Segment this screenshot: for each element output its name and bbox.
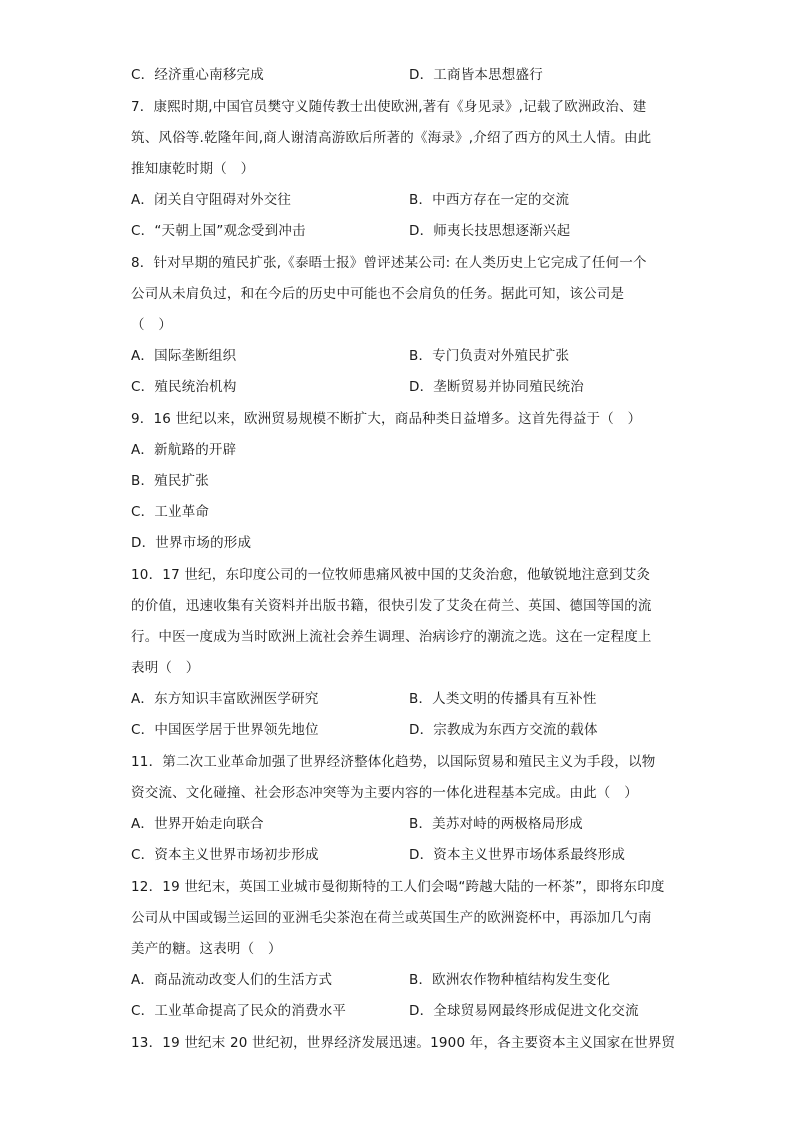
q11-option-b: B．美苏对峙的两极格局形成 — [409, 816, 583, 832]
q9-option-c: C．工业革命 — [131, 504, 210, 520]
q8-option-d: D．垄断贸易并协同殖民统治 — [409, 379, 584, 395]
q11-stem-line-1: 11．第二次工业革命加强了世界经济整体化趋势，以国际贸易和殖民主义为手段，以物 — [131, 754, 656, 770]
q8-option-c: C．殖民统治机构 — [131, 379, 237, 395]
q11-option-c: C．资本主义世界市场初步形成 — [131, 847, 319, 863]
q8-stem-line-1: 8．针对早期的殖民扩张,《泰晤士报》曾评述某公司: 在人类历史上它完成了任何一个 — [131, 255, 647, 271]
q10-stem-line-3: 行。中医一度成为当时欧洲上流社会养生调理、治病诊疗的潮流之选。这在一定程度上 — [131, 629, 652, 645]
q12-option-d: D．全球贸易网最终形成促进文化交流 — [409, 1003, 639, 1019]
q11-option-a: A．世界开始走向联合 — [131, 816, 264, 832]
q11-stem-line-2: 资交流、文化碰撞、社会形态冲突等为主要内容的一体化进程基本完成。由此（ ） — [131, 785, 638, 801]
q8-stem-line-2: 公司从未肩负过，和在今后的历史中可能也不会肩负的任务。据此可知，该公司是 — [131, 286, 625, 302]
q6-option-c: C．经济重心南移完成 — [131, 67, 264, 83]
q7-option-d: D．师夷长技思想逐渐兴起 — [409, 223, 571, 239]
q12-option-b: B．欧洲农作物种植结构发生变化 — [409, 972, 611, 988]
q9-option-a: A．新航路的开辟 — [131, 442, 237, 458]
q10-stem-line-4: 表明（ ） — [131, 660, 200, 676]
q10-stem-line-1: 10．17 世纪，东印度公司的一位牧师患痛风被中国的艾灸治愈，他敏锐地注意到艾灸 — [131, 567, 651, 583]
q7-option-a: A．闭关自守阻碍对外交往 — [131, 192, 292, 208]
q12-stem-line-2: 公司从中国或锡兰运回的亚洲毛尖茶泡在荷兰或英国生产的欧洲瓷杯中，再添加几勺南 — [131, 910, 652, 926]
q9-stem-line-1: 9．16 世纪以来，欧洲贸易规模不断扩大，商品种类日益增多。这首先得益于（ ） — [131, 411, 642, 427]
q7-stem-line-1: 7．康熙时期,中国官员樊守义随传教士出使欧洲,著有《身见录》,记载了欧洲政治、建 — [131, 99, 647, 115]
q7-option-c: C．“天朝上国”观念受到冲击 — [131, 223, 306, 239]
q8-option-b: B．专门负责对外殖民扩张 — [409, 348, 570, 364]
q10-option-a: A．东方知识丰富欧洲医学研究 — [131, 691, 319, 707]
q7-stem-line-2: 筑、风俗等.乾隆年间,商人谢清高游欧后所著的《海录》,介绍了西方的风土人情。由此 — [131, 130, 652, 146]
q10-option-b: B．人类文明的传播具有互补性 — [409, 691, 597, 707]
q10-stem-line-2: 的价值，迅速收集有关资料并出版书籍，很快引发了艾灸在荷兰、英国、德国等国的流 — [131, 598, 652, 614]
q12-stem-line-3: 美产的糖。这表明（ ） — [131, 941, 282, 957]
q12-option-a: A．商品流动改变人们的生活方式 — [131, 972, 333, 988]
q8-option-a: A．国际垄断组织 — [131, 348, 237, 364]
q11-option-d: D．资本主义世界市场体系最终形成 — [409, 847, 626, 863]
q12-option-c: C．工业革命提高了民众的消费水平 — [131, 1003, 347, 1019]
q9-option-d: D．世界市场的形成 — [131, 535, 252, 551]
q6-option-d: D．工商皆本思想盛行 — [409, 67, 543, 83]
q7-stem-line-3: 推知康乾时期（ ） — [131, 161, 255, 177]
q7-option-b: B．中西方存在一定的交流 — [409, 192, 570, 208]
q13-stem-line-1: 13．19 世纪末 20 世纪初，世界经济发展迅速。1900 年，各主要资本主义国家在世界贸 — [131, 1035, 676, 1051]
q9-option-b: B．殖民扩张 — [131, 473, 209, 489]
q12-stem-line-1: 12．19 世纪末，英国工业城市曼彻斯特的工人们会喝“跨越大陆的一杯茶”，即将东印度 — [131, 879, 665, 895]
q10-option-d: D．宗教成为东西方交流的载体 — [409, 722, 598, 738]
q10-option-c: C．中国医学居于世界领先地位 — [131, 722, 319, 738]
q8-stem-line-3: （ ） — [131, 317, 173, 333]
